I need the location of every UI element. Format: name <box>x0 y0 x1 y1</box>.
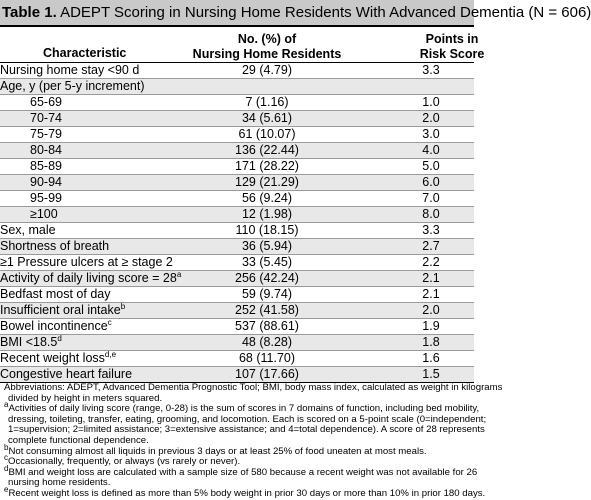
row-characteristic <box>0 287 110 302</box>
row-points: 3.0 <box>422 127 440 141</box>
row-characteristic-label: Shortness of breath <box>0 239 110 253</box>
column-header-points-line2: Risk Score <box>419 47 485 61</box>
row-residents: 7 (1.16) <box>245 95 289 109</box>
row-residents: 110 (18.15) <box>235 223 299 237</box>
row-footnote-mark: a <box>176 269 182 279</box>
row-points: 1.8 <box>422 335 440 349</box>
row-characteristic-label: Activity of daily living score = 28 <box>0 271 177 285</box>
row-points: 2.7 <box>422 239 440 253</box>
row-residents: 537 (88.61) <box>235 319 299 333</box>
row-characteristic-label: ≥1 Pressure ulcers at ≥ stage 2 <box>0 255 173 269</box>
row-residents: 171 (28.22) <box>235 159 299 173</box>
table-row <box>0 351 474 367</box>
table-row <box>0 223 474 239</box>
row-characteristic <box>0 255 173 270</box>
row-residents: 33 (5.45) <box>241 255 293 269</box>
column-header-points <box>412 32 492 62</box>
table-row <box>0 303 474 319</box>
table-row <box>0 271 474 287</box>
row-characteristic-label: Nursing home stay <90 d <box>0 63 140 77</box>
row-characteristic <box>30 159 62 174</box>
table-row <box>0 239 474 255</box>
row-footnote-mark: d <box>57 333 62 343</box>
table-title-text: ADEPT Scoring in Nursing Home Residents With Advanced Dementia (N = 606) <box>60 4 591 21</box>
row-characteristic <box>0 303 125 318</box>
footnote-b-mark: b <box>4 442 9 452</box>
row-characteristic-label: 80-84 <box>30 143 62 157</box>
row-characteristic <box>0 271 181 286</box>
row-points: 6.0 <box>422 175 440 189</box>
row-characteristic-label: Age, y (per 5-y increment) <box>0 79 145 93</box>
row-footnote-mark: b <box>120 301 126 311</box>
row-points: 2.2 <box>422 255 440 269</box>
row-residents: 107 (17.66) <box>235 367 299 381</box>
row-characteristic <box>0 319 112 334</box>
row-points: 1.5 <box>422 367 440 381</box>
footnote-d-mark: d <box>4 463 9 473</box>
table-number: Table 1. <box>2 4 57 21</box>
row-points: 8.0 <box>422 207 440 221</box>
row-characteristic <box>30 111 62 126</box>
row-points: 2.1 <box>422 271 440 285</box>
row-residents: 129 (21.29) <box>235 175 299 189</box>
row-footnote-mark: d,e <box>104 349 117 359</box>
column-header-residents <box>186 32 348 62</box>
row-residents: 256 (42.24) <box>235 271 299 285</box>
table-row <box>0 127 474 143</box>
table-row <box>0 79 474 95</box>
row-residents: 29 (4.79) <box>241 63 293 77</box>
row-characteristic-label: Bedfast most of day <box>0 287 111 301</box>
row-points: 3.3 <box>422 223 440 237</box>
table-row <box>0 287 474 303</box>
footnote-a-cont-2: 1=supervision; 2=limited assistance; 3=extensive assistance; and 4=total dependence). A score of 28 represents <box>8 424 485 436</box>
column-header-characteristic: Characteristic <box>43 46 127 60</box>
row-characteristic <box>30 95 62 110</box>
row-characteristic <box>0 335 62 350</box>
footnote-a-cont-1: dressing, toileting, transfer, eating, grooming, and locomotion. Each is scored on a 5-point scale (0=independent; <box>8 413 487 425</box>
column-header-residents-line1: No. (%) of <box>237 32 297 46</box>
row-characteristic <box>30 207 58 222</box>
row-points: 1.6 <box>422 351 440 365</box>
footnote-c-mark: c <box>4 452 8 462</box>
table-title <box>2 3 591 22</box>
row-characteristic <box>0 223 56 238</box>
row-characteristic-label: 90-94 <box>30 175 62 189</box>
row-characteristic-label: 95-99 <box>30 191 62 205</box>
table-row <box>0 63 474 79</box>
row-characteristic <box>0 79 145 94</box>
row-residents: 59 (9.74) <box>241 287 293 301</box>
row-residents: 68 (11.70) <box>238 351 296 365</box>
row-points: 5.0 <box>422 159 440 173</box>
table-row <box>0 207 474 223</box>
table-row <box>0 95 474 111</box>
row-points: 1.0 <box>422 95 440 109</box>
table-row <box>0 335 474 351</box>
row-characteristic <box>0 239 109 254</box>
footnote-d-cont: nursing home residents. <box>8 477 111 489</box>
column-header-residents-line2: Nursing Home Residents <box>192 47 342 61</box>
row-characteristic-label: Recent weight loss <box>0 351 105 365</box>
row-characteristic-label: 75-79 <box>30 127 62 141</box>
row-characteristic-label: 85-89 <box>30 159 62 173</box>
row-characteristic-label: Insufficient oral intake <box>0 303 121 317</box>
row-characteristic <box>0 63 139 78</box>
row-residents: 12 (1.98) <box>241 207 293 221</box>
row-characteristic-label: 65-69 <box>30 95 62 109</box>
footnote-abbreviations-cont: divided by height in meters squared. <box>8 392 163 404</box>
row-points: 3.3 <box>422 63 440 77</box>
footnote-a-text: Activities of daily living score (range, 0-28) is the sum of scores in 7 domains of function, including bed mobility, <box>8 403 480 415</box>
footnote-a-mark: a <box>4 400 9 409</box>
row-points: 1.9 <box>422 319 440 333</box>
row-characteristic-label: Congestive heart failure <box>0 367 133 381</box>
footnote-c-text: Occasionally, frequently, or always (vs rarely or never). <box>8 456 241 468</box>
row-footnote-mark: c <box>107 317 112 327</box>
row-points: 2.0 <box>422 111 440 125</box>
row-characteristic-label: 70-74 <box>30 111 62 125</box>
footnote-e-mark: e <box>4 484 9 494</box>
row-characteristic <box>0 367 132 382</box>
table-row <box>0 175 474 191</box>
row-residents: 136 (22.44) <box>235 143 299 157</box>
table-row <box>0 255 474 271</box>
row-residents: 252 (41.58) <box>235 303 299 317</box>
footnote-d-text: BMI and weight loss are calculated with a sample size of 580 because a recent weight was not available for 26 <box>8 466 478 478</box>
header-top-rule <box>0 25 474 27</box>
footnote-a-cont-3: complete functional dependence. <box>8 434 149 446</box>
table-row <box>0 367 474 383</box>
row-characteristic-label: Sex, male <box>0 223 56 237</box>
row-points: 4.0 <box>422 143 440 157</box>
column-header-points-line1: Points in <box>425 32 479 46</box>
table-row <box>0 111 474 127</box>
row-characteristic <box>30 175 62 190</box>
row-residents: 56 (9.24) <box>241 191 293 205</box>
table-footnotes <box>0 382 503 500</box>
row-characteristic-label: BMI <18.5 <box>0 335 58 349</box>
table-row <box>0 319 474 335</box>
table-row <box>0 191 474 207</box>
row-characteristic-label: ≥100 <box>30 207 58 221</box>
row-points: 7.0 <box>422 191 440 205</box>
table-row <box>0 159 474 175</box>
footnote-e <box>0 484 486 500</box>
row-characteristic <box>30 127 62 142</box>
row-residents: 36 (5.94) <box>241 239 293 253</box>
footnote-abbreviations: Abbreviations: ADEPT, Advanced Dementia Prognostic Tool; BMI, body mass index, calculated as weight in kilograms <box>4 382 503 393</box>
footnote-b-text: Not consuming almost all liquids in previous 3 days or at least 25% of food uneaten at most meals. <box>8 445 427 457</box>
row-residents: 34 (5.61) <box>241 111 293 125</box>
row-characteristic-label: Bowel incontinence <box>0 319 108 333</box>
row-characteristic <box>30 143 62 158</box>
table-title-bar <box>0 0 591 25</box>
row-points: 2.0 <box>422 303 440 317</box>
row-characteristic <box>30 191 62 206</box>
row-residents: 48 (8.28) <box>241 335 293 349</box>
table-row <box>0 143 474 159</box>
row-characteristic <box>0 351 116 366</box>
row-residents: 61 (10.07) <box>238 127 296 141</box>
row-points: 2.1 <box>422 287 440 301</box>
footnote-e-text: Recent weight loss is defined as more than 5% body weight in prior 30 days or more than 10% in prior 180 days. <box>8 487 486 499</box>
